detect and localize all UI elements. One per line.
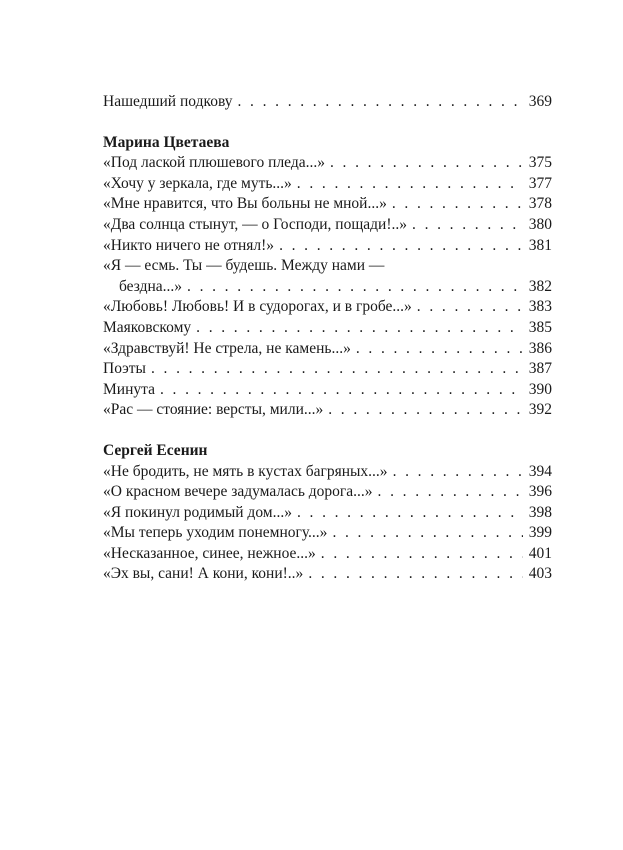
entry-title: бездна...» [119,277,183,295]
page-number: 382 [528,277,552,295]
entry-title: «Эх вы, сани! А кони, кони!..» [103,565,304,583]
toc-entry [103,564,552,585]
toc-entry [103,318,552,339]
author-heading: Сергей Есенин [103,441,208,459]
page-number: 375 [528,154,552,172]
entry-title: Нашедший подкову [103,93,233,110]
entry-title: «Любовь! Любовь! И в судорогах, и в гробе...» [103,298,412,316]
page-number: 387 [528,360,552,378]
entry-title: Минута [103,380,155,398]
dot-leader [328,400,523,421]
dot-leader [332,523,523,544]
page-number: 399 [528,524,552,542]
toc-entry [103,482,552,503]
dot-leader [297,174,523,195]
entry-title: «Под лаской плюшевого пледа...» [103,154,325,172]
dot-leader [356,339,523,360]
page-number: 398 [528,503,552,521]
dot-leader [187,277,523,298]
toc-entry [103,277,552,298]
entry-title: «Никто ничего не отнял!» [103,236,275,254]
page-number: 378 [528,195,552,213]
toc-entry [103,503,552,524]
page-number: 380 [528,215,552,233]
toc-entry [103,153,552,174]
page-number: 394 [528,462,552,480]
page-number: 396 [528,483,552,501]
dot-leader [151,359,523,380]
toc-entry [103,523,552,544]
toc-entry [103,174,552,195]
page-number: 377 [528,174,552,192]
page-number: 401 [528,544,552,562]
dot-leader [330,153,523,174]
dot-leader [279,236,523,257]
toc-entry [103,400,552,421]
page-number: 381 [528,236,552,254]
entry-title-first-line: «Я — есмь. Ты — будешь. Между нами — [103,257,385,275]
page-number: 386 [528,339,552,357]
toc-entry [103,380,552,401]
entry-title: Поэты [103,360,146,378]
entry-title: «Здравствуй! Не стрела, не камень...» [103,339,351,357]
entry-title: «Два солнца стынут, — о Господи, пощади!..» [103,215,408,233]
page-number: 390 [528,380,552,398]
page-number: 369 [528,93,552,110]
toc-entry [103,194,552,215]
entry-title: «Не бродить, не мять в кустах багряных...» [103,462,388,480]
toc-entry [103,236,552,257]
toc-entry [103,544,552,565]
dot-leader [321,544,523,565]
dot-leader [297,503,523,524]
dot-leader [378,482,523,503]
dot-leader [392,194,523,215]
entry-title: «Рас — стояние: версты, мили...» [103,401,324,419]
toc-entry [103,92,552,113]
dot-leader [196,318,523,339]
toc-entry [103,359,552,380]
toc-entry [103,462,552,483]
entry-title: «Мне нравится, что Вы больны не мной...» [103,195,387,213]
entry-title: «Хочу у зеркала, где муть...» [103,174,292,192]
entry-title: «Мы теперь уходим понемногу...» [103,524,328,542]
page-number: 385 [528,318,552,336]
entry-title: «О красном вечере задумалась дорога...» [103,483,373,501]
page-number: 392 [528,401,552,419]
dot-leader [308,564,523,585]
toc-entry [103,297,552,318]
table-of-contents [103,92,552,585]
toc-entry [103,215,552,236]
toc-entry [103,339,552,360]
dot-leader [238,92,524,113]
dot-leader [417,297,523,318]
page-number: 383 [528,298,552,316]
entry-title: «Я покинул родимый дом...» [103,503,292,521]
dot-leader [393,462,523,483]
dot-leader [160,380,523,401]
page-number: 403 [528,565,552,583]
author-heading: Марина Цветаева [103,133,230,151]
entry-title: «Несказанное, синее, нежное...» [103,544,316,562]
dot-leader [412,215,523,236]
entry-title: Маяковскому [103,318,192,336]
